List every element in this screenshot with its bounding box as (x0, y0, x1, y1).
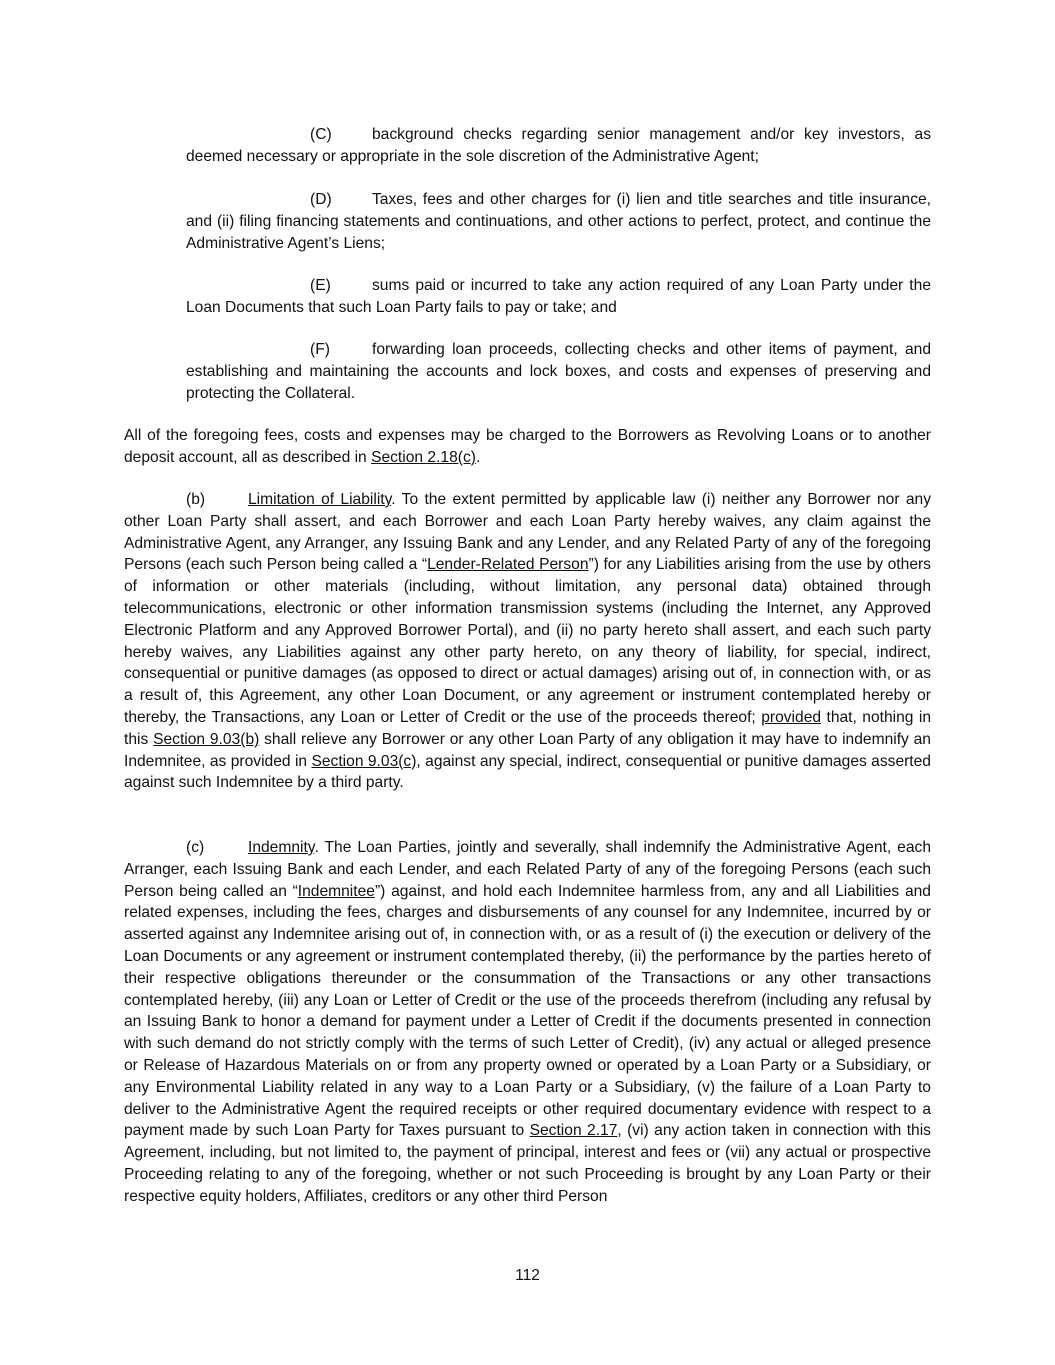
paragraph-label: (C) (310, 126, 332, 143)
paragraph-text: sums paid or incurred to take any action required of any Loan Party under the Loan Documents that such Loan Party fails to pay or take; and (186, 277, 931, 316)
section-reference: Section 9.03(c) (311, 752, 417, 770)
defined-term-provided: provided (761, 708, 822, 726)
section-reference: Section 2.18(c) (371, 448, 476, 466)
paragraph-text: All of the foregoing fees, costs and expenses may be charged to the Borrowers as Revolving Loans or to another deposit account, all as described in (124, 427, 931, 466)
paragraph-e (186, 275, 931, 319)
section-reference: Section 9.03(b) (153, 730, 260, 748)
paragraph-c-indemnity (124, 837, 931, 1208)
paragraph-text: . The Loan Parties, jointly and severally, shall indemnify the Administrative Agent, each Arranger, each Issuing Bank and each Lender, and each Related Party of any of the foregoing Persons (each such Person being called an “ (124, 839, 931, 900)
paragraph-d (186, 189, 931, 254)
page-number: 112 (515, 1267, 540, 1284)
paragraph-text: shall relieve any Borrower or any other Loan Party of any obligation it may have to indemnify an Indemnitee, as provided in (124, 730, 931, 770)
section-heading: Indemnity (248, 839, 315, 856)
paragraph-text: . To the extent permitted by applicable law (i) neither any Borrower nor any other Loan Party shall assert, and each Borrower and each Loan Party hereby waives, any claim against the Administrative Agent, any Arranger, any Issuing Bank and any Lender, and any Related Party of any of the foregoing Persons (each such Person being called a “ (124, 491, 931, 574)
paragraph-text: ”) for any Liabilities arising from the use by others of information or other materials (including, without limitation, any personal data) obtained through telecommunications, electronic or other information transmission systems (including the Internet, any Approved Electronic Platform and any Approved Borrower Portal), and (ii) no party hereto shall assert, and each such party hereby waives, any Liabilities against any other party hereto, on any theory of liability, for special, indirect, consequential or punitive damages (as opposed to direct or actual damages) arising out of, in connection with, or as a result of, this Agreement, any other Loan Document, or any agreement or instrument contemplated hereby or thereby, the Transactions, any Loan or Letter of Credit or the use of the proceeds thereof; (124, 556, 931, 726)
paragraph-label: (E) (310, 277, 331, 294)
paragraph-text: background checks regarding senior management and/or key investors, as deemed necessary or appropriate in the sole discretion of the Administrative Agent; (186, 126, 931, 165)
paragraph-c (186, 124, 931, 168)
defined-term: Indemnitee (297, 882, 375, 900)
paragraph-label: (D) (310, 191, 332, 208)
defined-term: Lender-Related Person (427, 556, 589, 574)
paragraph-b-limitation-of-liability (124, 489, 931, 794)
paragraph-text: , against any special, indirect, consequential or punitive damages asserted against such Indemnitee by a third party. (124, 752, 931, 792)
paragraph-f (186, 339, 931, 404)
paragraph-text: Taxes, fees and other charges for (i) lien and title searches and title insurance, and (ii) filing financing statements and continuations, and other actions to perfect, protect, and continue the Administrative Agent’s Liens; (186, 191, 931, 252)
paragraph-all-foregoing (124, 425, 931, 469)
paragraph-text: , (vi) any action taken in connection with this Agreement, including, but not limited to, the payment of principal, interest and fees or (vii) any actual or prospective Proceeding relating to any of the foregoing, whether or not such Proceeding is brought by any Loan Party or their respective equity holders, Affiliates, creditors or any other third Person (124, 1122, 931, 1205)
section-reference: Section 2.17 (529, 1122, 618, 1140)
paragraph-label: (F) (310, 341, 330, 358)
section-heading: Limitation of Liability (248, 491, 392, 508)
paragraph-text: forwarding loan proceeds, collecting checks and other items of payment, and establishing and maintaining the accounts and lock boxes, and costs and expenses of preserving and protecting the Collateral. (186, 341, 931, 402)
paragraph-label: (c) (186, 839, 205, 856)
paragraph-text: that, nothing in this (124, 708, 932, 748)
paragraph-text: . (475, 448, 481, 466)
paragraph-text: ”) against, and hold each Indemnitee harmless from, any and all Liabilities and related expenses, including the fees, charges and disbursements of any counsel for any Indemnitee, incurred by or asserted against any Indemnitee arising out of, in connection with, or as a result of (i) the execution or delivery of the Loan Documents or any agreement or instrument contemplated thereby, (ii) the performance by the parties hereto of their respective obligations thereunder or the consummation of the Transactions or any other transactions contemplated hereby, (iii) any Loan or Letter of Credit or the use of the proceeds therefrom (including any refusal by an Issuing Bank to honor a demand for payment under a Letter of Credit if the documents presented in connection with such demand do not strictly comply with the terms of such Letter of Credit), (iv) any actual or alleged presence or Release of Hazardous Materials on or from any property owned or operated by a Loan Party or a Subsidiary, or any Environmental Liability related in any way to a Loan Party or a Subsidiary, (v) the failure of a Loan Party to deliver to the Administrative Agent the required receipts or other required documentary evidence with respect to a payment made by such Loan Party for Taxes pursuant to (124, 882, 931, 1140)
paragraph-label: (b) (186, 491, 206, 508)
